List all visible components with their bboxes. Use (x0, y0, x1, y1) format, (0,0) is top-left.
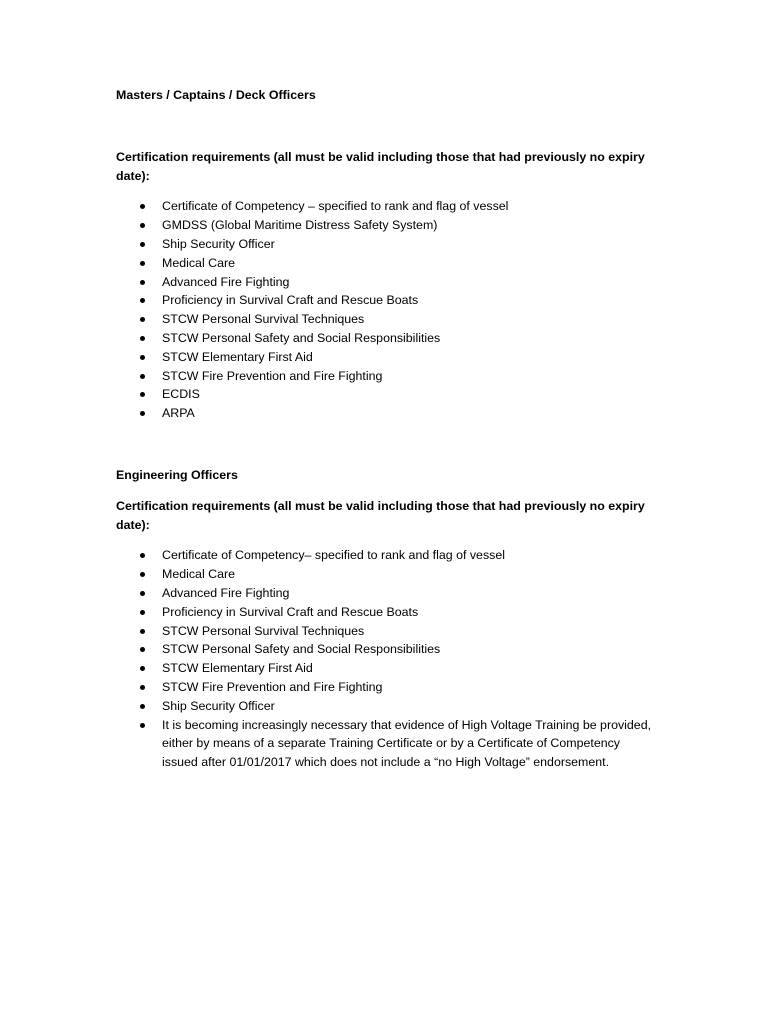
list-item-text: GMDSS (Global Maritime Distress Safety System) (162, 218, 438, 233)
list-item-text: Ship Security Officer (162, 698, 275, 713)
list-item-text: Medical Care (162, 255, 235, 270)
list-item-text: Certificate of Competency – specified to rank and flag of vessel (162, 199, 509, 214)
bullet-icon (140, 591, 145, 596)
bullet-icon (140, 280, 145, 285)
bullet-icon (140, 355, 145, 360)
list-item (116, 678, 656, 697)
list-item-text: Ship Security Officer (162, 236, 275, 251)
bullet-icon (140, 629, 145, 634)
deck-requirements-heading: Certification requirements (all must be valid including those that had previously no expiry date): (116, 149, 645, 183)
list-item-text: ECDIS (162, 387, 200, 402)
bullet-icon (140, 298, 145, 303)
bullet-icon (140, 411, 145, 416)
list-item-text: Proficiency in Survival Craft and Rescue Boats (162, 604, 419, 619)
bullet-icon (140, 666, 145, 671)
deck-officers-title: Masters / Captains / Deck Officers (116, 88, 316, 102)
bullet-icon (140, 392, 145, 397)
list-item (116, 273, 656, 292)
list-item-text: Proficiency in Survival Craft and Rescue Boats (162, 293, 419, 308)
list-item (116, 329, 656, 348)
bullet-icon (140, 242, 145, 247)
list-item-text: STCW Fire Prevention and Fire Fighting (162, 679, 383, 694)
list-item (116, 254, 656, 273)
list-item-text: ARPA (162, 406, 195, 421)
list-item (116, 659, 656, 678)
list-item (116, 385, 656, 404)
list-item-text: STCW Fire Prevention and Fire Fighting (162, 368, 383, 383)
deck-certification-list (116, 197, 656, 423)
list-item (116, 197, 656, 216)
list-item-text: STCW Elementary First Aid (162, 661, 313, 676)
bullet-icon (140, 223, 145, 228)
bullet-icon (140, 374, 145, 379)
list-item (116, 716, 656, 772)
list-item-text: Medical Care (162, 567, 235, 582)
bullet-icon (140, 647, 145, 652)
engineering-officers-title: Engineering Officers (116, 467, 238, 482)
list-item (116, 367, 656, 386)
list-item (116, 348, 656, 367)
list-item (116, 404, 656, 423)
list-item (116, 565, 656, 584)
engineering-certification-list (116, 546, 656, 772)
bullet-icon (140, 685, 145, 690)
list-item (116, 235, 656, 254)
bullet-icon (140, 553, 145, 558)
list-item-text: STCW Personal Safety and Social Responsibilities (162, 642, 441, 657)
list-item (116, 216, 656, 235)
list-item-text: Advanced Fire Fighting (162, 585, 290, 600)
list-item (116, 603, 656, 622)
list-item (116, 546, 656, 565)
list-item (116, 291, 656, 310)
bullet-icon (140, 204, 145, 209)
list-item-text: STCW Personal Survival Techniques (162, 312, 365, 327)
list-item (116, 622, 656, 641)
document-page (116, 86, 656, 772)
list-item-text: It is becoming increasingly necessary that evidence of High Voltage Training be provided, either by means of a separate Training Certificate or by a Certificate of Competency issued after 01/01/2017 which does not include a “no High Voltage” endorsement. (162, 717, 652, 770)
bullet-icon (140, 336, 145, 341)
list-item-text: STCW Personal Survival Techniques (162, 623, 365, 638)
list-item-text: Certificate of Competency– specified to rank and flag of vessel (162, 548, 505, 563)
list-item-text: STCW Elementary First Aid (162, 349, 313, 364)
list-item (116, 697, 656, 716)
bullet-icon (140, 317, 145, 322)
list-item (116, 310, 656, 329)
bullet-icon (140, 261, 145, 266)
list-item (116, 640, 656, 659)
bullet-icon (140, 723, 145, 728)
bullet-icon (140, 610, 145, 615)
list-item-text: STCW Personal Safety and Social Responsibilities (162, 330, 441, 345)
engineering-requirements-heading: Certification requirements (all must be valid including those that had previously no expiry date): (116, 498, 645, 532)
list-item-text: Advanced Fire Fighting (162, 274, 290, 289)
bullet-icon (140, 572, 145, 577)
bullet-icon (140, 704, 145, 709)
list-item (116, 584, 656, 603)
